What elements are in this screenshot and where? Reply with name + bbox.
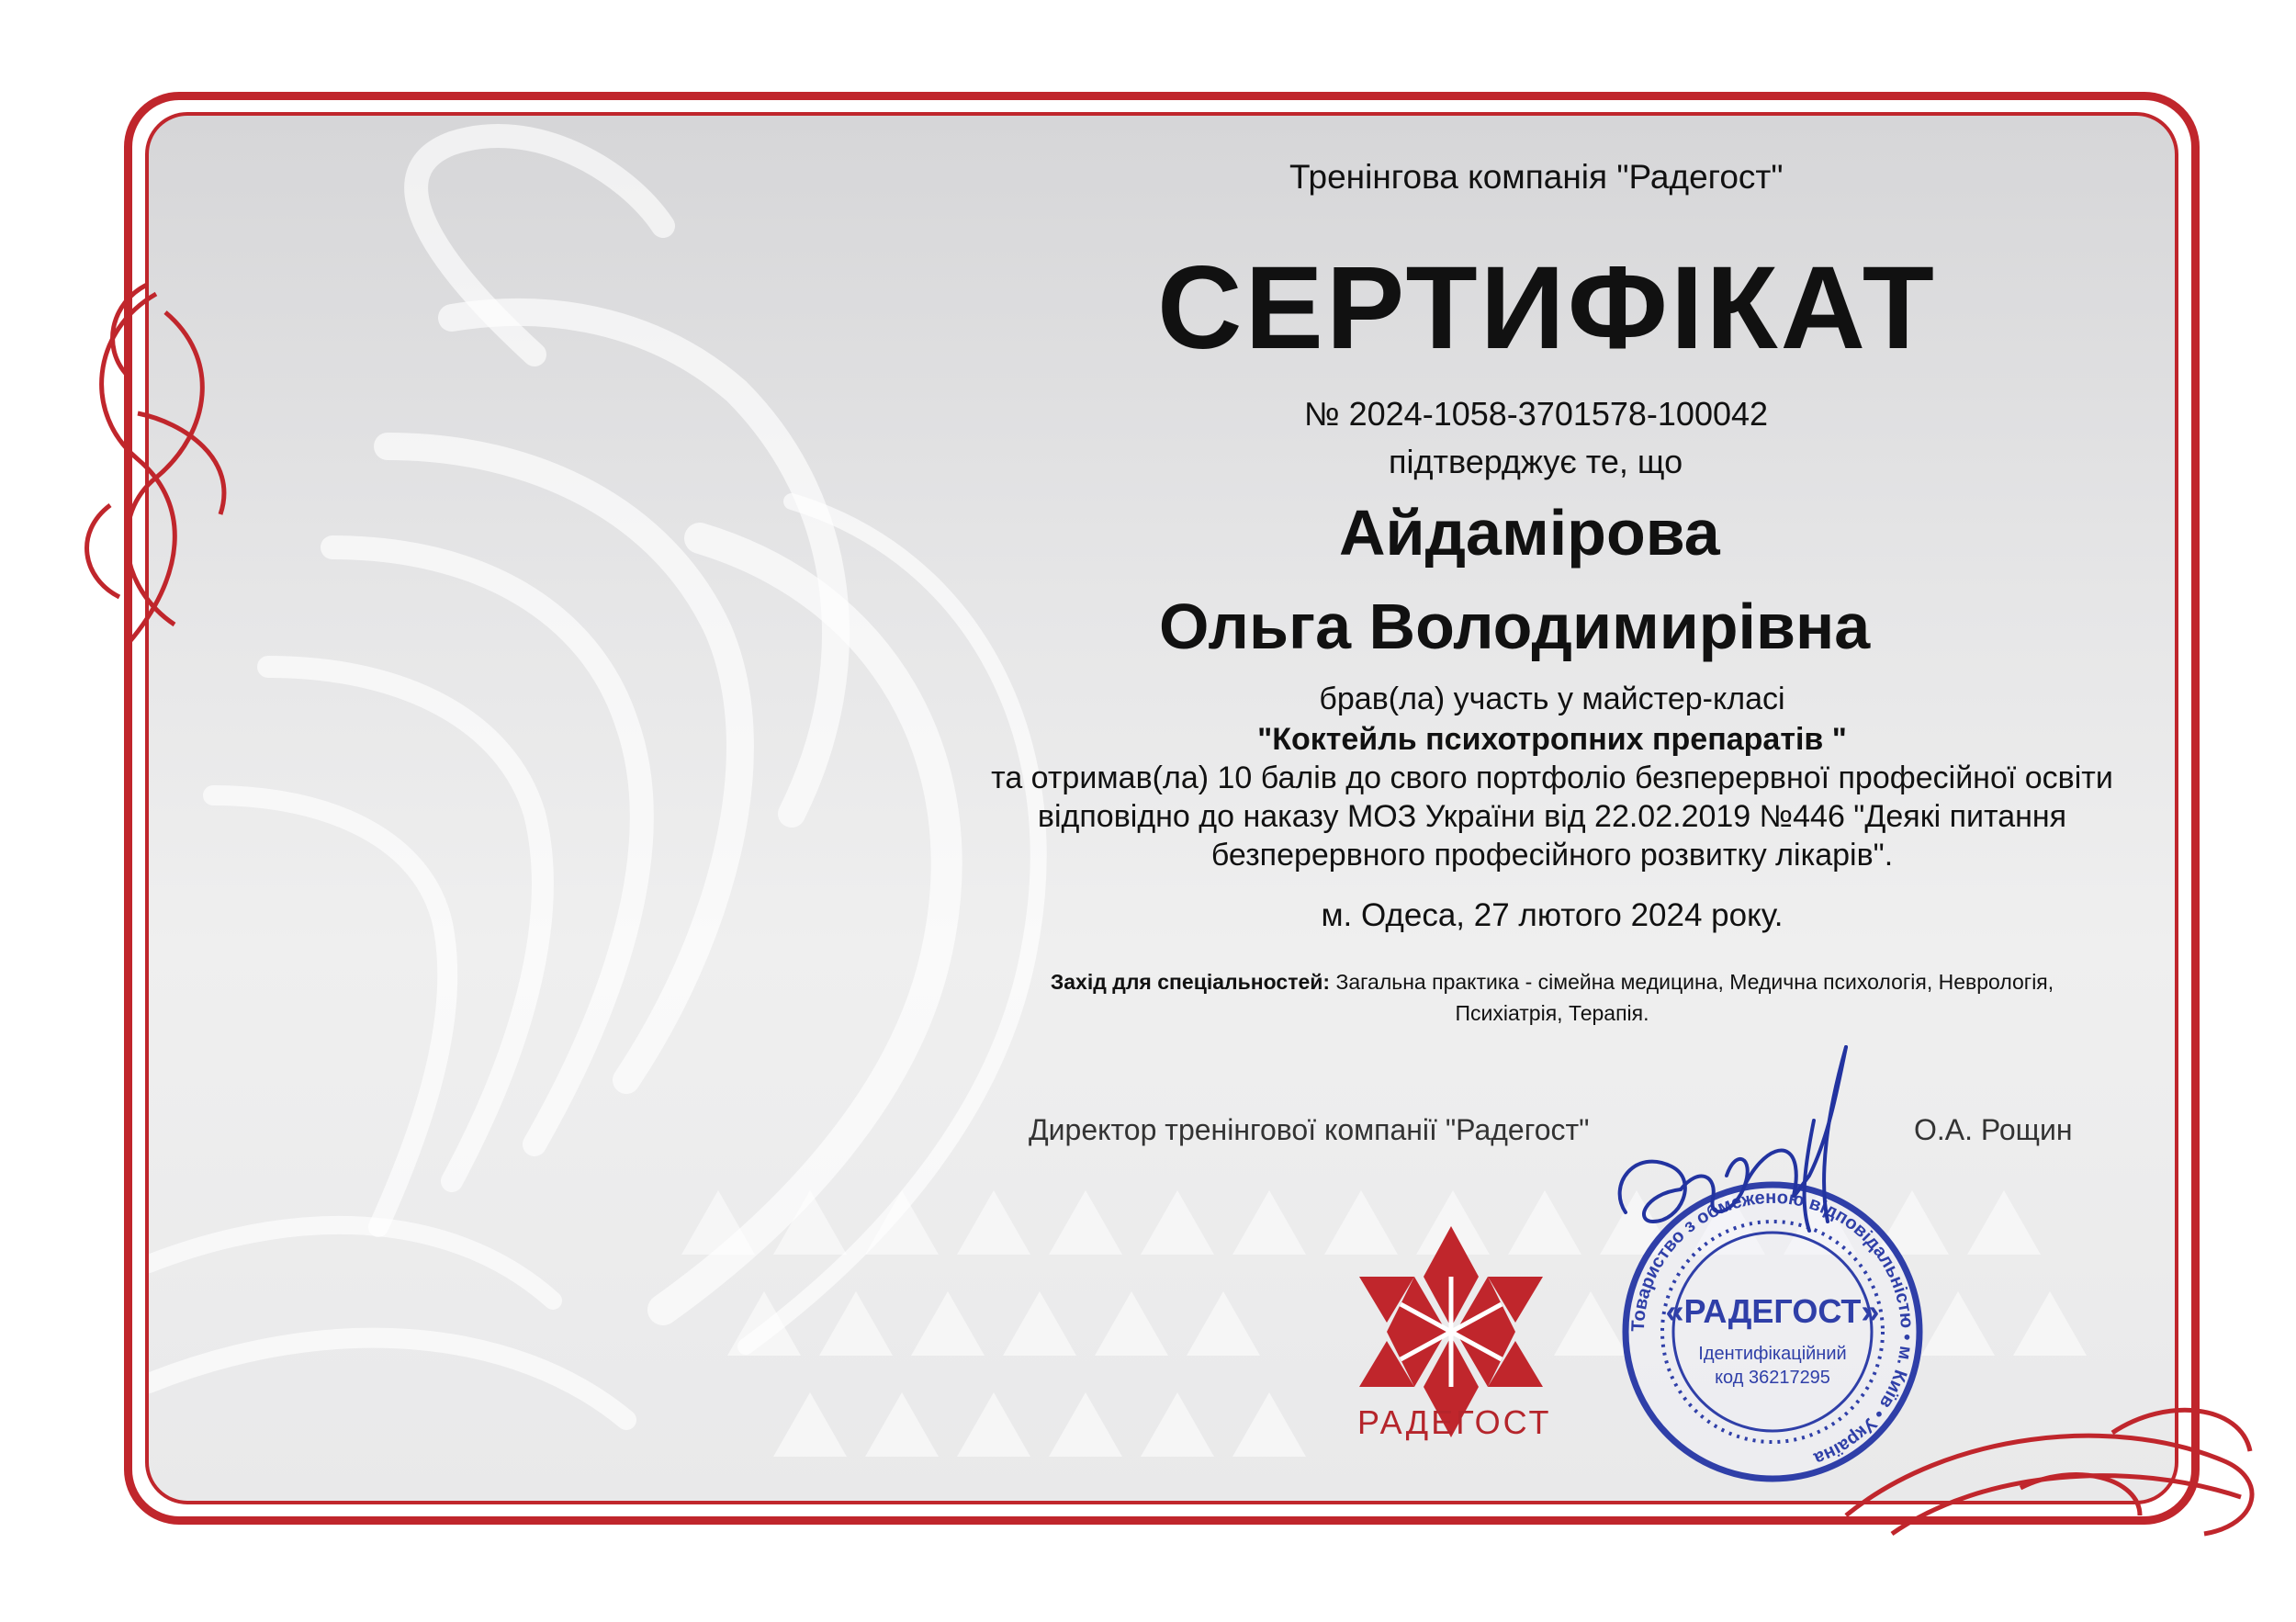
certificate-number: № 2024-1058-3701578-100042 xyxy=(1304,395,1769,433)
specialties-label: Захід для спеціальностей: xyxy=(1050,970,1331,994)
logo-wordmark: РАДЕГОСТ xyxy=(1357,1403,1552,1441)
specialties-block xyxy=(964,966,2140,1029)
city-date: м. Одеса, 27 лютого 2024 року. xyxy=(1321,897,1784,933)
recipient-given-names: Ольга Володимирівна xyxy=(1159,591,1871,662)
course-title: "Коктейль психотропних препаратів " xyxy=(1257,722,1847,757)
right-red-flourish xyxy=(1837,1378,2278,1561)
specialties-text: Загальна практика - сімейна медицина, Медична психологія, Неврологія, xyxy=(1330,970,2054,994)
svg-text:Товариство з обмеженою відпові: Товариство з обмеженою відповідальністю • м. Київ • Україна xyxy=(1627,1187,1918,1469)
company-name: Тренінгова компанія "Радегост" xyxy=(1289,158,1784,196)
participation-text: брав(ла) участь у майстер-класі xyxy=(1319,681,1785,716)
certificate-body xyxy=(946,759,2158,874)
left-red-flourish xyxy=(55,276,257,661)
director-title: Директор тренінгової компанії "Радегост" xyxy=(1029,1113,1590,1146)
recipient-surname: Айдамірова xyxy=(1339,497,1720,569)
specialties-text-2: Психіатрія, Терапія. xyxy=(1455,1001,1649,1025)
director-signature xyxy=(1598,1038,1874,1258)
body-line-2: відповідно до наказу МОЗ України від 22.02.2019 №446 "Деякі питання xyxy=(1037,799,2067,834)
body-line-1: та отримав(ла) 10 балів до свого портфоліо безперервної професійної освіти xyxy=(991,760,2113,795)
confirms-text: підтверджує те, що xyxy=(1389,443,1683,480)
director-name: О.А. Рощин xyxy=(1914,1113,2073,1146)
svg-text:код 36217295: код 36217295 xyxy=(1715,1368,1830,1388)
svg-text:«РАДЕГОСТ»: «РАДЕГОСТ» xyxy=(1665,1292,1880,1330)
certificate-title: СЕРТИФІКАТ xyxy=(1157,242,1937,374)
body-line-3: безперервного професійного розвитку лікарів". xyxy=(1210,838,1894,873)
svg-text:Ідентифікаційний: Ідентифікаційний xyxy=(1698,1344,1847,1364)
